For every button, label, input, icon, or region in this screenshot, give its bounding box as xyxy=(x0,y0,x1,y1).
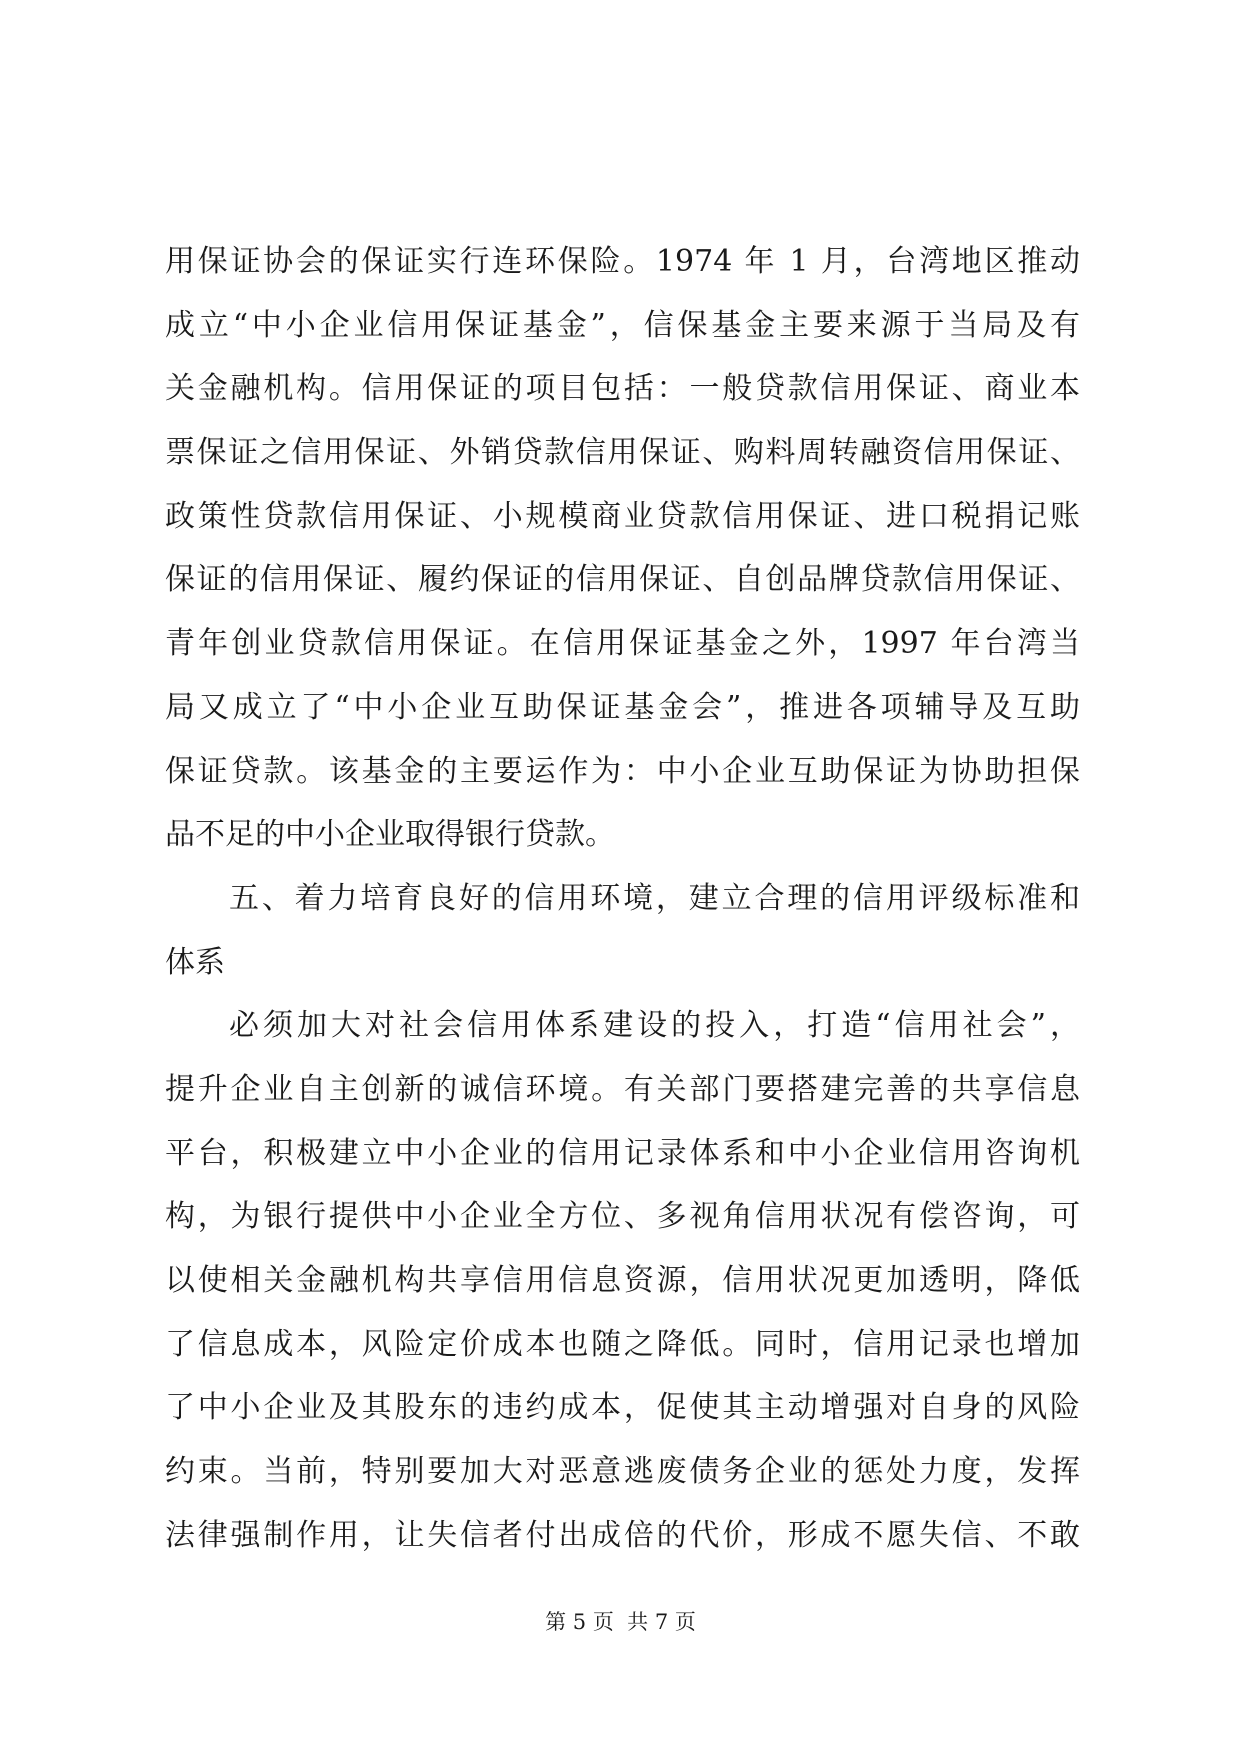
section-heading-line: 五、着力培育良好的信用环境，建立合理的信用评级标准和 xyxy=(229,880,1080,916)
text-line: 平台，积极建立中小企业的信用记录体系和中小企业信用咨询机 xyxy=(165,1135,1080,1171)
text-line: 约束。当前，特别要加大对恶意逃废债务企业的惩处力度，发挥 xyxy=(165,1454,1080,1490)
text-line: 法律强制作用，让失信者付出成倍的代价，形成不愿失信、不敢 xyxy=(165,1517,1080,1553)
text-line: 了中小企业及其股东的违约成本，促使其主动增强对自身的风险 xyxy=(165,1390,1080,1426)
text-line: 必须加大对社会信用体系建设的投入，打造“信用社会”， xyxy=(229,1008,1080,1044)
page-number-label: 第 5 页 共 7 页 xyxy=(545,1610,696,1634)
text-line: 保证贷款。该基金的主要运作为：中小企业互助保证为协助担保 xyxy=(165,753,1080,789)
text-line: 构，为银行提供中小企业全方位、多视角信用状况有偿咨询，可 xyxy=(165,1199,1080,1235)
text-line: 品不足的中小企业取得银行贷款。 xyxy=(165,817,615,853)
body-text xyxy=(165,230,1080,1567)
text-line: 保证的信用保证、履约保证的信用保证、自创品牌贷款信用保证、 xyxy=(165,562,1080,598)
text-line: 了信息成本，风险定价成本也随之降低。同时，信用记录也增加 xyxy=(165,1326,1080,1362)
text-line: 关金融机构。信用保证的项目包括：一般贷款信用保证、商业本 xyxy=(165,371,1080,407)
text-line: 用保证协会的保证实行连环保险。1974 年 1 月，台湾地区推动 xyxy=(165,244,1080,279)
page-footer xyxy=(0,1608,1241,1636)
text-line: 青年创业贷款信用保证。在信用保证基金之外，1997 年台湾当 xyxy=(165,626,1080,662)
text-line: 以使相关金融机构共享信用信息资源，信用状况更加透明，降低 xyxy=(165,1263,1080,1298)
text-line: 票保证之信用保证、外销贷款信用保证、购料周转融资信用保证、 xyxy=(165,435,1080,471)
text-line: 提升企业自主创新的诚信环境。有关部门要搭建完善的共享信息 xyxy=(165,1071,1080,1107)
section-heading-line: 体系 xyxy=(165,944,225,980)
text-line: 局又成立了“中小企业互助保证基金会”，推进各项辅导及互助 xyxy=(165,689,1080,725)
text-line: 政策性贷款信用保证、小规模商业贷款信用保证、进口税捐记账 xyxy=(165,498,1080,534)
text-line: 成立“中小企业信用保证基金”，信保基金主要来源于当局及有 xyxy=(165,307,1080,343)
